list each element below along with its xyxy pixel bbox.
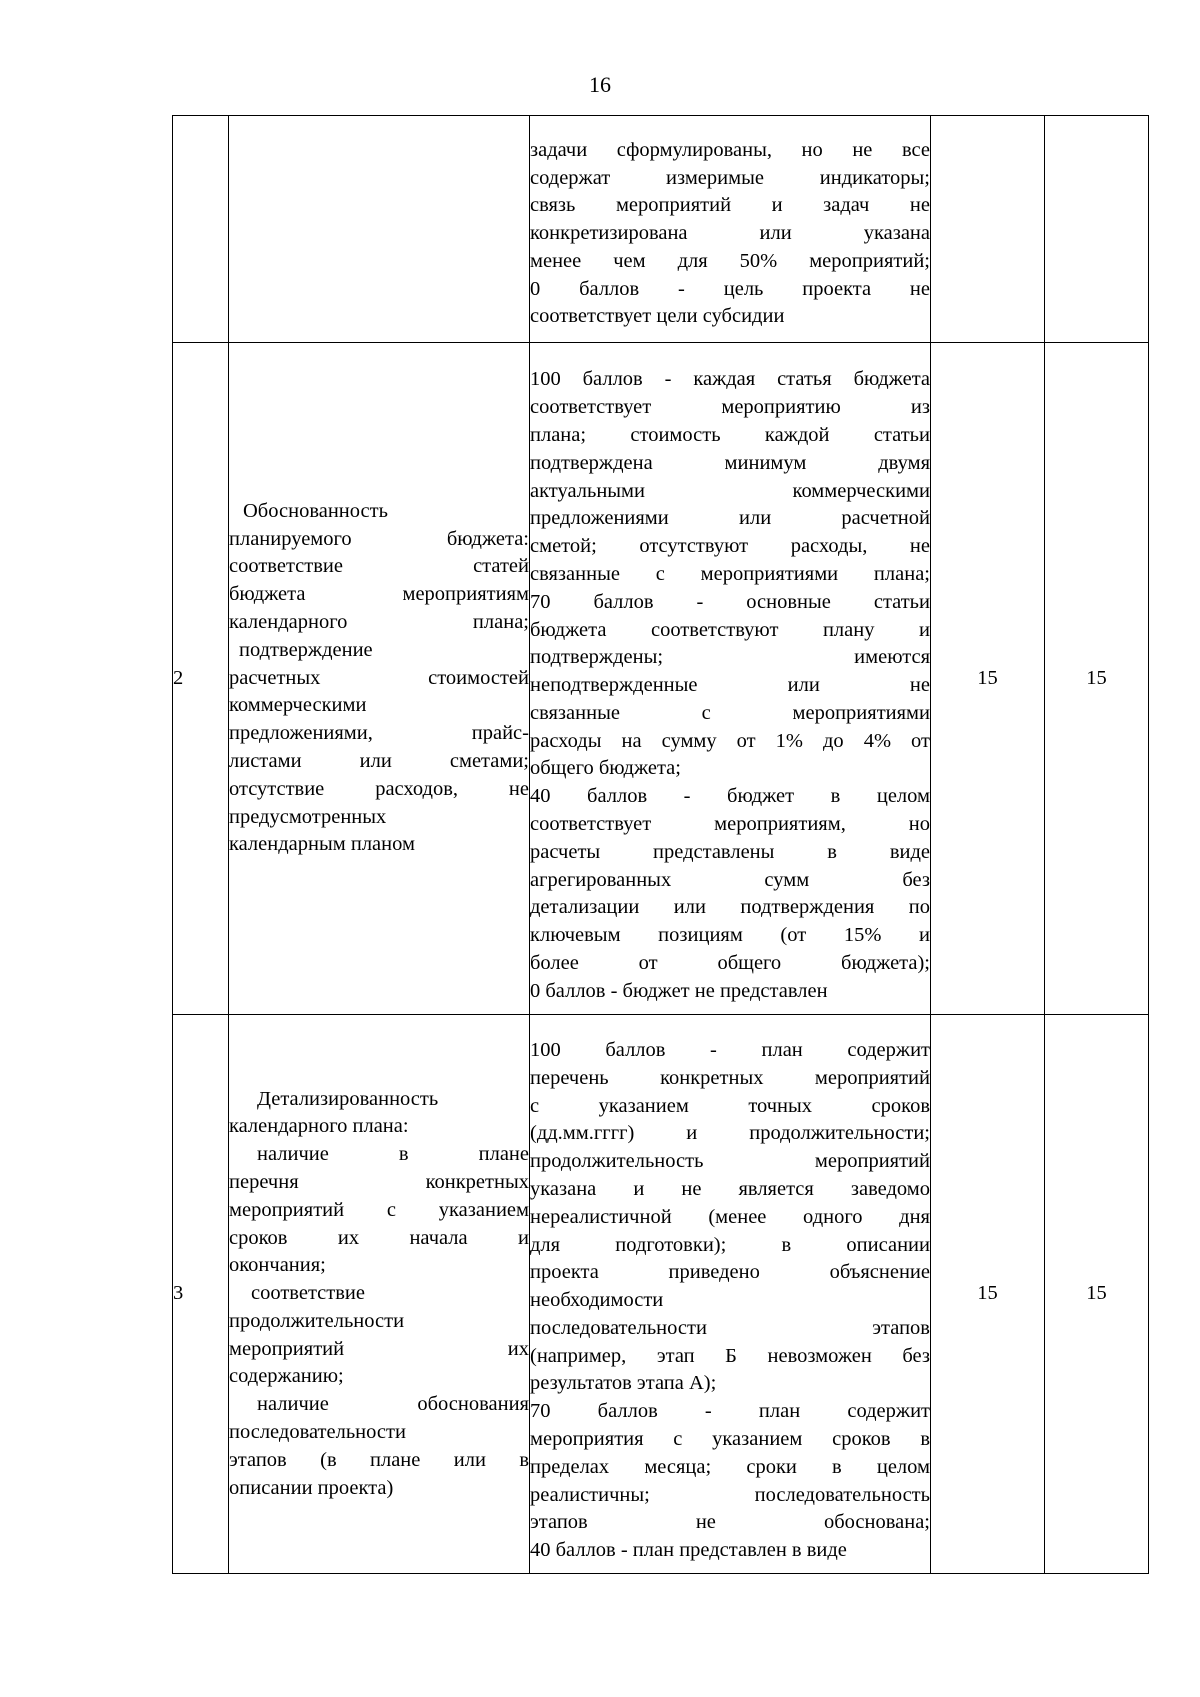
name-line: описании проекта): [229, 1476, 394, 1499]
description-line: продолжительность мероприятий: [530, 1150, 930, 1173]
name-line: подтверждение: [239, 638, 373, 661]
description-line: указана и не является заведомо: [530, 1177, 930, 1200]
criterion-name-cell: [229, 343, 530, 1015]
description-line: неподтвержденные или не: [530, 674, 930, 697]
description-line: подтверждена минимум двумя: [530, 451, 930, 474]
description-line: подтверждены; имеются: [530, 646, 930, 669]
description-line: необходимости: [530, 1289, 664, 1312]
description-line: менее чем для 50% мероприятий;: [530, 249, 930, 272]
criteria-table: [172, 115, 1149, 1574]
description-line: 100 баллов - каждая статья бюджета: [530, 368, 930, 391]
row-number-cell: 2: [173, 343, 229, 1015]
criterion-name-cell: [229, 116, 530, 343]
description-line: расчеты представлены в виде: [530, 840, 930, 863]
description-line: проекта приведено объяснение: [530, 1261, 930, 1284]
description-line: пределах месяца; сроки в целом: [530, 1455, 930, 1478]
description-line: сметой; отсутствуют расходы, не: [530, 535, 930, 558]
name-line: соответствие статей: [229, 555, 529, 578]
table-row: [173, 116, 1149, 343]
description-line: нереалистичной (менее одного дня: [530, 1205, 930, 1228]
description-line: расходы на сумму от 1% до 4% от: [530, 729, 930, 752]
description-line: с указанием точных сроков: [530, 1094, 930, 1117]
description-line: содержат измеримые индикаторы;: [530, 166, 930, 189]
weight-cell: 15: [1045, 1015, 1149, 1574]
name-line: мероприятий с указанием: [229, 1198, 529, 1221]
description-line: связь мероприятий и задач не: [530, 194, 930, 217]
name-line: календарного плана;: [229, 611, 529, 633]
description-line: (например, этап Б невозможен без: [530, 1344, 930, 1367]
description-line: соответствует цели субсидии: [530, 305, 785, 328]
description-line: соответствует мероприятиям, но: [530, 813, 930, 836]
description-line: (дд.мм.гггг) и продолжительности;: [530, 1122, 930, 1145]
name-line: этапов (в плане или в: [229, 1448, 529, 1471]
description-line: 70 баллов - план содержит: [530, 1400, 930, 1423]
description-line: последовательности этапов: [530, 1316, 930, 1339]
description-line: для подготовки); в описании: [530, 1233, 930, 1256]
criterion-description-cell: [530, 1015, 931, 1574]
name-line: листами или сметами;: [229, 749, 529, 772]
description-line: 0 баллов - цель проекта не: [530, 277, 930, 300]
name-line: продолжительности: [229, 1309, 405, 1332]
name-line: Детализированность: [257, 1087, 439, 1110]
description-line: плана; стоимость каждой статьи: [530, 423, 930, 446]
name-line: предложениями, прайс-: [229, 722, 529, 745]
page-number: 16: [589, 72, 611, 97]
description-line: результатов этапа А);: [530, 1372, 717, 1395]
name-line: бюджета мероприятиям: [229, 583, 529, 606]
description-line: более от общего бюджета);: [530, 952, 930, 975]
weight-cell: 15: [1045, 343, 1149, 1015]
description-line: соответствует мероприятию из: [530, 396, 930, 419]
weight-cell: [1045, 116, 1149, 343]
name-line: планируемого бюджета:: [229, 527, 529, 550]
description-line: конкретизирована или указана: [530, 222, 930, 245]
name-line: сроков их начала и: [229, 1226, 529, 1249]
description-line: связанные с мероприятиями: [530, 701, 930, 724]
description-line: перечень конкретных мероприятий: [530, 1066, 930, 1089]
table-row: [173, 343, 1149, 1015]
description-line: ключевым позициям (от 15% и: [530, 924, 930, 947]
name-line: предусмотренных: [229, 805, 387, 828]
max-score-cell: 15: [931, 343, 1045, 1015]
description-line: задачи сформулированы, но не все: [530, 138, 930, 161]
description-line: актуальными коммерческими: [530, 479, 930, 502]
description-line: 100 баллов - план содержит: [530, 1038, 930, 1061]
description-line: детализации или подтверждения по: [530, 896, 930, 919]
name-line: Обоснованность: [243, 499, 388, 522]
description-line: бюджета соответствуют плану и: [530, 618, 930, 641]
max-score-cell: [931, 116, 1045, 343]
description-line: связанные с мероприятиями плана;: [530, 562, 930, 585]
description-line: 40 баллов - план представлен в виде: [530, 1539, 847, 1562]
criterion-name-cell: [229, 1015, 530, 1574]
name-line: содержанию;: [229, 1365, 344, 1388]
description-line: этапов не обоснована;: [530, 1511, 930, 1534]
name-line: отсутствие расходов, не: [229, 777, 529, 800]
description-line: агрегированных сумм без: [530, 868, 930, 891]
description-line: 70 баллов - основные статьи: [530, 590, 930, 613]
description-line: 40 баллов - бюджет в целом: [530, 785, 930, 808]
name-line: коммерческими: [229, 694, 367, 717]
criterion-description-cell: [530, 343, 931, 1015]
table-row: [173, 1015, 1149, 1574]
name-line: наличие в плане: [257, 1143, 529, 1166]
row-number-cell: 3: [173, 1015, 229, 1574]
description-line: 0 баллов - бюджет не представлен: [530, 979, 828, 1002]
description-line: реалистичны; последовательность: [530, 1483, 930, 1506]
criterion-description-cell: [530, 116, 931, 343]
name-line: окончания;: [229, 1254, 326, 1277]
name-line: мероприятий их: [229, 1337, 529, 1360]
name-line: календарного плана:: [229, 1115, 409, 1138]
name-line: соответствие: [251, 1282, 365, 1305]
description-line: мероприятия с указанием сроков в: [530, 1428, 930, 1451]
name-line: последовательности: [229, 1421, 406, 1444]
name-line: расчетных стоимостей: [229, 666, 529, 689]
max-score-cell: 15: [931, 1015, 1045, 1574]
description-line: предложениями или расчетной: [530, 507, 930, 530]
row-number-cell: [173, 116, 229, 343]
name-line: наличие обоснования: [257, 1393, 529, 1416]
name-line: перечня конкретных: [229, 1170, 529, 1193]
description-line: общего бюджета;: [530, 757, 681, 780]
name-line: календарным планом: [229, 833, 415, 856]
